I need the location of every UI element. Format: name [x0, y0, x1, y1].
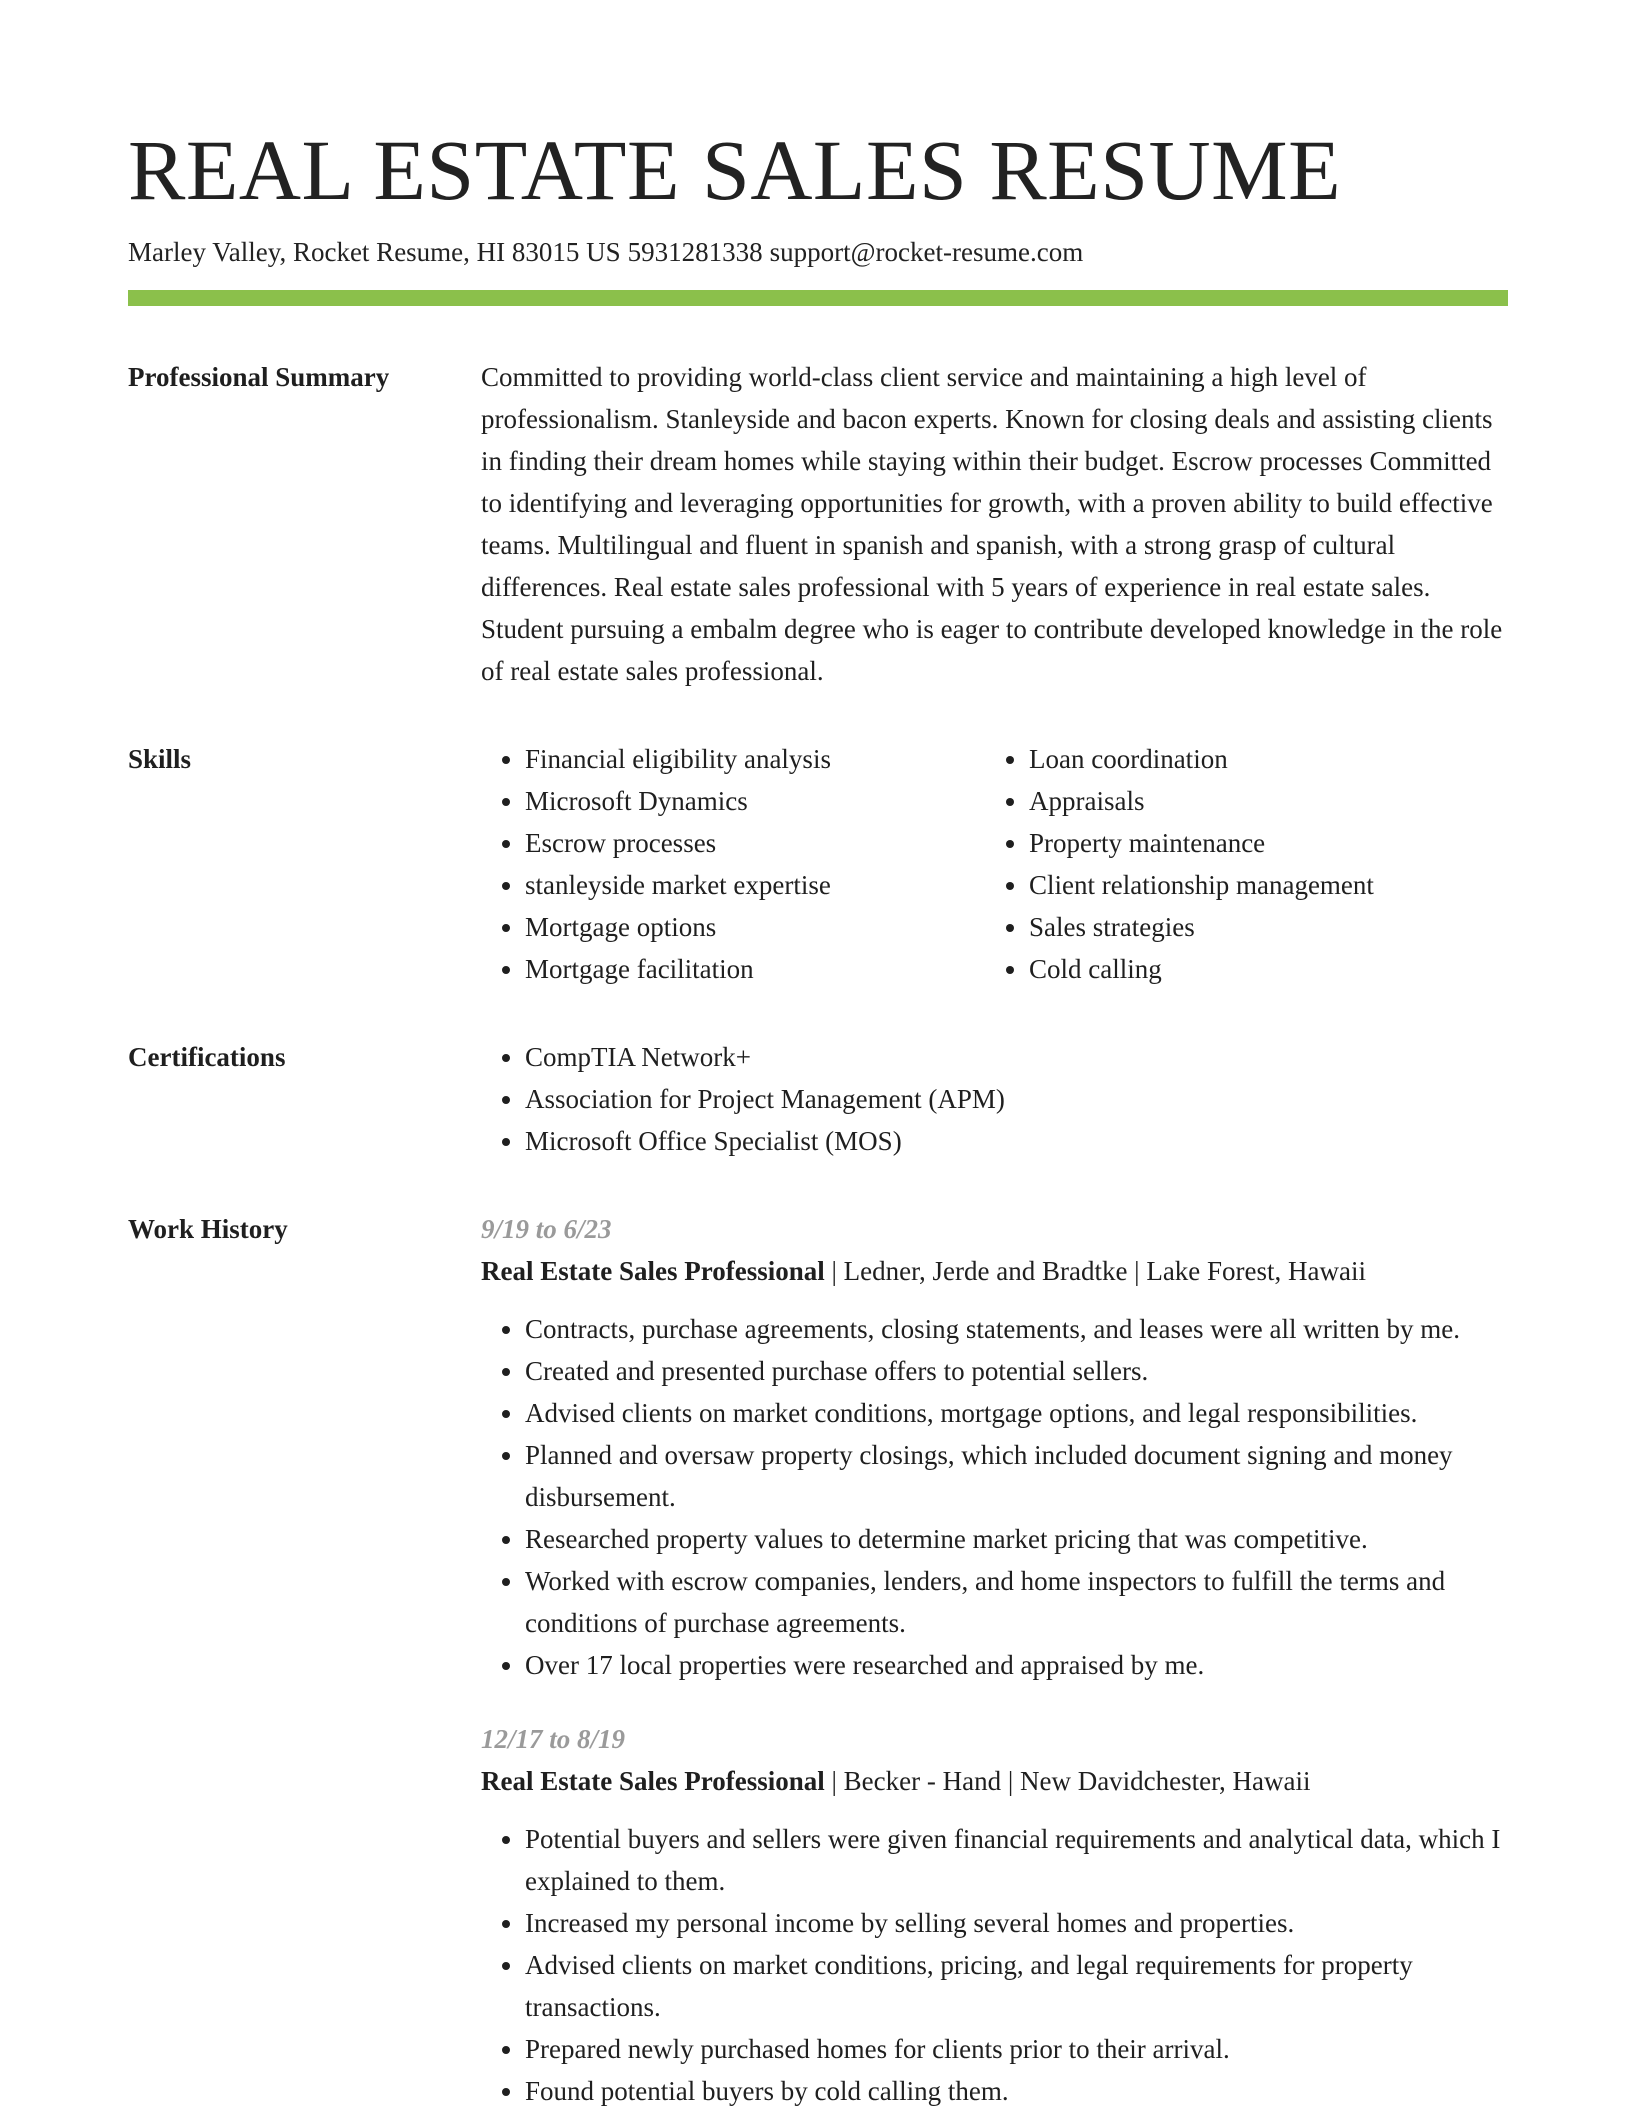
job-title: Real Estate Sales Professional — [481, 1766, 825, 1796]
job-bullet: • Increased my personal income by selling several homes and properties. — [525, 1902, 1508, 1944]
job-bullet: • Found potential buyers by cold calling them. — [525, 2070, 1508, 2112]
job-bullet: • Worked with escrow companies, lenders, and home inspectors to fulfill the terms and conditions of purchase agreements. — [525, 1560, 1508, 1644]
summary-section — [128, 356, 1508, 692]
job-entry — [481, 1208, 1508, 1686]
contact-address: Marley Valley, Rocket Resume, HI 83015 US — [128, 237, 621, 267]
job-bullet: • Planned and oversaw property closings, which included document signing and money disbursement. — [525, 1434, 1508, 1518]
job-bullet: • Researched property values to determine market pricing that was competitive. — [525, 1518, 1508, 1560]
job-heading — [481, 1760, 1508, 1802]
skill-item: • Mortgage facilitation — [525, 948, 985, 990]
certification-item: • Microsoft Office Specialist (MOS) — [525, 1120, 1508, 1162]
work-history-section — [128, 1208, 1508, 2112]
skill-item: • Client relationship management — [1029, 864, 1489, 906]
job-bullet: • Potential buyers and sellers were given financial requirements and analytical data, which I explained to them. — [525, 1818, 1508, 1902]
job-bullet: • Advised clients on market conditions, pricing, and legal requirements for property transactions. — [525, 1944, 1508, 2028]
accent-divider — [128, 290, 1508, 306]
skill-item: • Property maintenance — [1029, 822, 1489, 864]
job-bullet: • Over 17 local properties were researched and appraised by me. — [525, 1644, 1508, 1686]
skills-list-column-1 — [481, 738, 985, 990]
skill-item: • Loan coordination — [1029, 738, 1489, 780]
contact-line — [128, 234, 1508, 270]
skills-list-column-2 — [985, 738, 1489, 990]
skills-section — [128, 738, 1508, 990]
job-bullet: • Prepared newly purchased homes for clients prior to their arrival. — [525, 2028, 1508, 2070]
certifications-list — [481, 1036, 1508, 1162]
skill-item: • stanleyside market expertise — [525, 864, 985, 906]
job-heading — [481, 1250, 1508, 1292]
job-employer-location: | Becker - Hand | New Davidchester, Hawaii — [824, 1766, 1311, 1796]
job-dates: 12/17 to 8/19 — [481, 1724, 626, 1754]
work-history-label: Work History — [128, 1214, 288, 1244]
contact-email: support@rocket-resume.com — [769, 237, 1084, 267]
job-dates: 9/19 to 6/23 — [481, 1214, 612, 1244]
summary-text: Committed to providing world-class client service and maintaining a high level of professionalism. Stanleyside and bacon experts. Known for closing deals and assisting clients in finding their dream homes while staying within their budget. Escrow processes Committed to identifying and leveraging opportunities for growth, with a proven ability to build effective teams. Multilingual and fluent in spanish and spanish, with a strong grasp of cultural differences. Real estate sales professional with 5 years of experience in real estate sales. Student pursuing a embalm degree who is eager to contribute developed knowledge in the role of real estate sales professional. — [481, 362, 1503, 686]
job-employer-location: | Ledner, Jerde and Bradtke | Lake Forest, Hawaii — [824, 1256, 1367, 1286]
certifications-label: Certifications — [128, 1042, 286, 1072]
summary-label: Professional Summary — [128, 362, 390, 392]
job-bullet: • Contracts, purchase agreements, closing statements, and leases were all written by me. — [525, 1308, 1508, 1350]
skill-item: • Financial eligibility analysis — [525, 738, 985, 780]
job-title: Real Estate Sales Professional — [481, 1256, 825, 1286]
job-entry — [481, 1718, 1508, 2112]
skill-item: • Cold calling — [1029, 948, 1489, 990]
skill-item: • Sales strategies — [1029, 906, 1489, 948]
resume-title: REAL ESTATE SALES RESUME — [128, 122, 1342, 218]
skill-item: • Microsoft Dynamics — [525, 780, 985, 822]
skill-item: • Escrow processes — [525, 822, 985, 864]
certification-item: • Association for Project Management (APM) — [525, 1078, 1508, 1120]
skills-label: Skills — [128, 744, 192, 774]
job-bullets — [481, 1308, 1508, 1686]
job-bullet: • Created and presented purchase offers to potential sellers. — [525, 1350, 1508, 1392]
contact-phone: 5931281338 — [627, 237, 763, 267]
certification-item: • CompTIA Network+ — [525, 1036, 1508, 1078]
certifications-section — [128, 1036, 1508, 1162]
skill-item: • Mortgage options — [525, 906, 985, 948]
resume-page — [128, 118, 1508, 2112]
job-bullet: • Advised clients on market conditions, mortgage options, and legal responsibilities. — [525, 1392, 1508, 1434]
skill-item: • Appraisals — [1029, 780, 1489, 822]
job-bullets — [481, 1818, 1508, 2112]
